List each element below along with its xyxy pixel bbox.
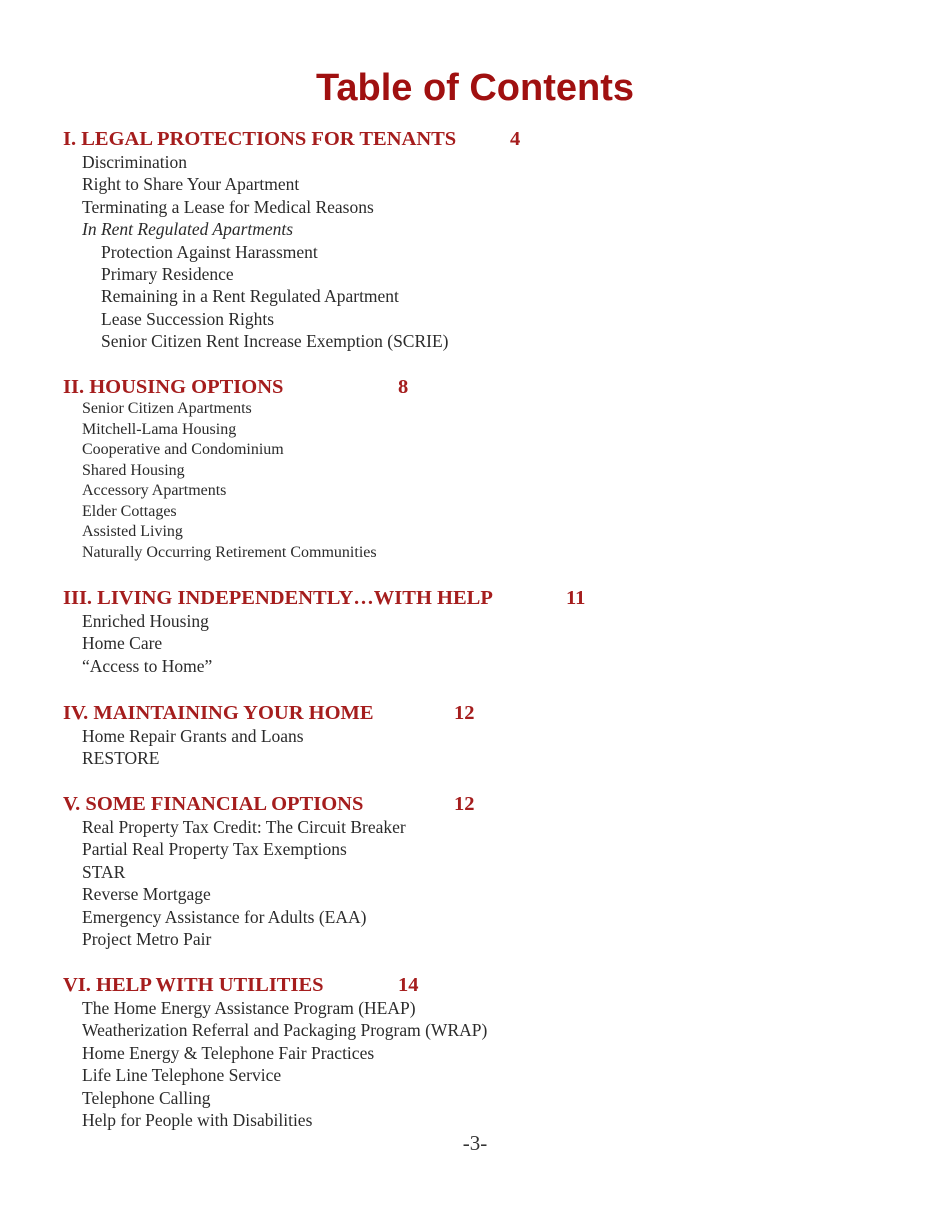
toc-item[interactable]: Naturally Occurring Retirement Communities [82, 543, 377, 561]
toc-subitem[interactable]: Remaining in a Rent Regulated Apartment [101, 286, 399, 307]
toc-subitem[interactable]: Senior Citizen Rent Increase Exemption (SCRIE) [101, 331, 449, 352]
section-title: VI. HELP WITH UTILITIES [63, 974, 324, 996]
toc-item[interactable]: Mitchell-Lama Housing [82, 420, 237, 438]
section-item-list [63, 610, 493, 677]
section-title: III. LIVING INDEPENDENTLY…WITH HELP [63, 587, 493, 609]
toc-item[interactable]: Shared Housing [82, 461, 185, 479]
toc-section-financial-options [63, 792, 475, 950]
toc-item[interactable]: Project Metro Pair [82, 929, 212, 950]
section-title: V. SOME FINANCIAL OPTIONS [63, 793, 364, 815]
section-item-list [63, 725, 374, 770]
section-title: I. LEGAL PROTECTIONS FOR TENANTS [63, 128, 457, 150]
section-item-list [63, 399, 377, 563]
toc-item[interactable]: Home Care [82, 633, 163, 654]
section-title: II. HOUSING OPTIONS [63, 376, 284, 398]
toc-item[interactable]: Accessory Apartments [82, 482, 227, 499]
section-page-number: 11 [566, 587, 586, 609]
toc-item[interactable]: Discrimination [82, 152, 187, 172]
toc-item[interactable]: Telephone Calling [82, 1087, 211, 1108]
toc-item[interactable]: Home Energy & Telephone Fair Practices [82, 1042, 375, 1063]
section-heading[interactable] [63, 701, 475, 725]
section-page-number: 4 [510, 128, 521, 150]
section-heading[interactable] [63, 127, 521, 151]
toc-item[interactable]: Assisted Living [82, 523, 183, 540]
toc-item[interactable]: Home Repair Grants and Loans [82, 726, 304, 746]
section-item-list [63, 997, 487, 1131]
page-title: Table of Contents [315, 67, 635, 109]
section-page-number: 14 [398, 974, 419, 996]
toc-item[interactable]: Cooperative and Condominium [82, 441, 284, 458]
toc-item[interactable]: Terminating a Lease for Medical Reasons [82, 196, 374, 217]
page-number: -3- [462, 1131, 488, 1155]
section-heading[interactable] [63, 375, 409, 399]
toc-item[interactable]: Help for People with Disabilities [82, 1110, 313, 1131]
toc-section-legal-protections [63, 127, 521, 353]
toc-section-help-with-utilities [63, 973, 487, 1131]
toc-subitem[interactable]: Lease Succession Rights [101, 308, 275, 329]
section-page-number: 12 [454, 702, 475, 724]
toc-item[interactable]: Right to Share Your Apartment [82, 174, 300, 195]
toc-item[interactable]: STAR [82, 861, 126, 882]
toc-item[interactable]: Partial Real Property Tax Exemptions [82, 839, 347, 860]
section-page-number: 12 [454, 793, 475, 815]
toc-item[interactable]: Enriched Housing [82, 611, 209, 631]
toc-item[interactable]: Elder Cottages [82, 502, 177, 520]
toc-item[interactable]: Weatherization Referral and Packaging Program (WRAP) [82, 1020, 488, 1041]
toc-item[interactable]: Senior Citizen Apartments [82, 400, 252, 417]
toc-item[interactable]: The Home Energy Assistance Program (HEAP) [82, 998, 416, 1018]
toc-section-housing-options [63, 375, 409, 563]
toc-item[interactable]: Life Line Telephone Service [82, 1065, 282, 1086]
section-title: IV. MAINTAINING YOUR HOME [63, 702, 374, 724]
section-item-list [63, 816, 406, 950]
toc-subitem[interactable]: Protection Against Harassment [101, 241, 318, 262]
toc-subitem[interactable]: Primary Residence [101, 264, 234, 285]
toc-item[interactable]: Emergency Assistance for Adults (EAA) [82, 906, 367, 927]
toc-section-living-independently [63, 586, 586, 677]
section-item-list [63, 151, 456, 353]
toc-subheading: In Rent Regulated Apartments [82, 219, 294, 240]
section-heading[interactable] [63, 973, 487, 997]
toc-item[interactable]: “Access to Home” [82, 655, 213, 676]
toc-item[interactable]: Reverse Mortgage [82, 884, 211, 905]
section-heading[interactable] [63, 792, 475, 816]
section-heading[interactable] [63, 586, 586, 610]
toc-item[interactable]: RESTORE [82, 748, 160, 769]
toc-item[interactable]: Real Property Tax Credit: The Circuit Breaker [82, 817, 406, 837]
section-page-number: 8 [398, 376, 409, 398]
toc-section-maintaining-home [63, 701, 475, 770]
